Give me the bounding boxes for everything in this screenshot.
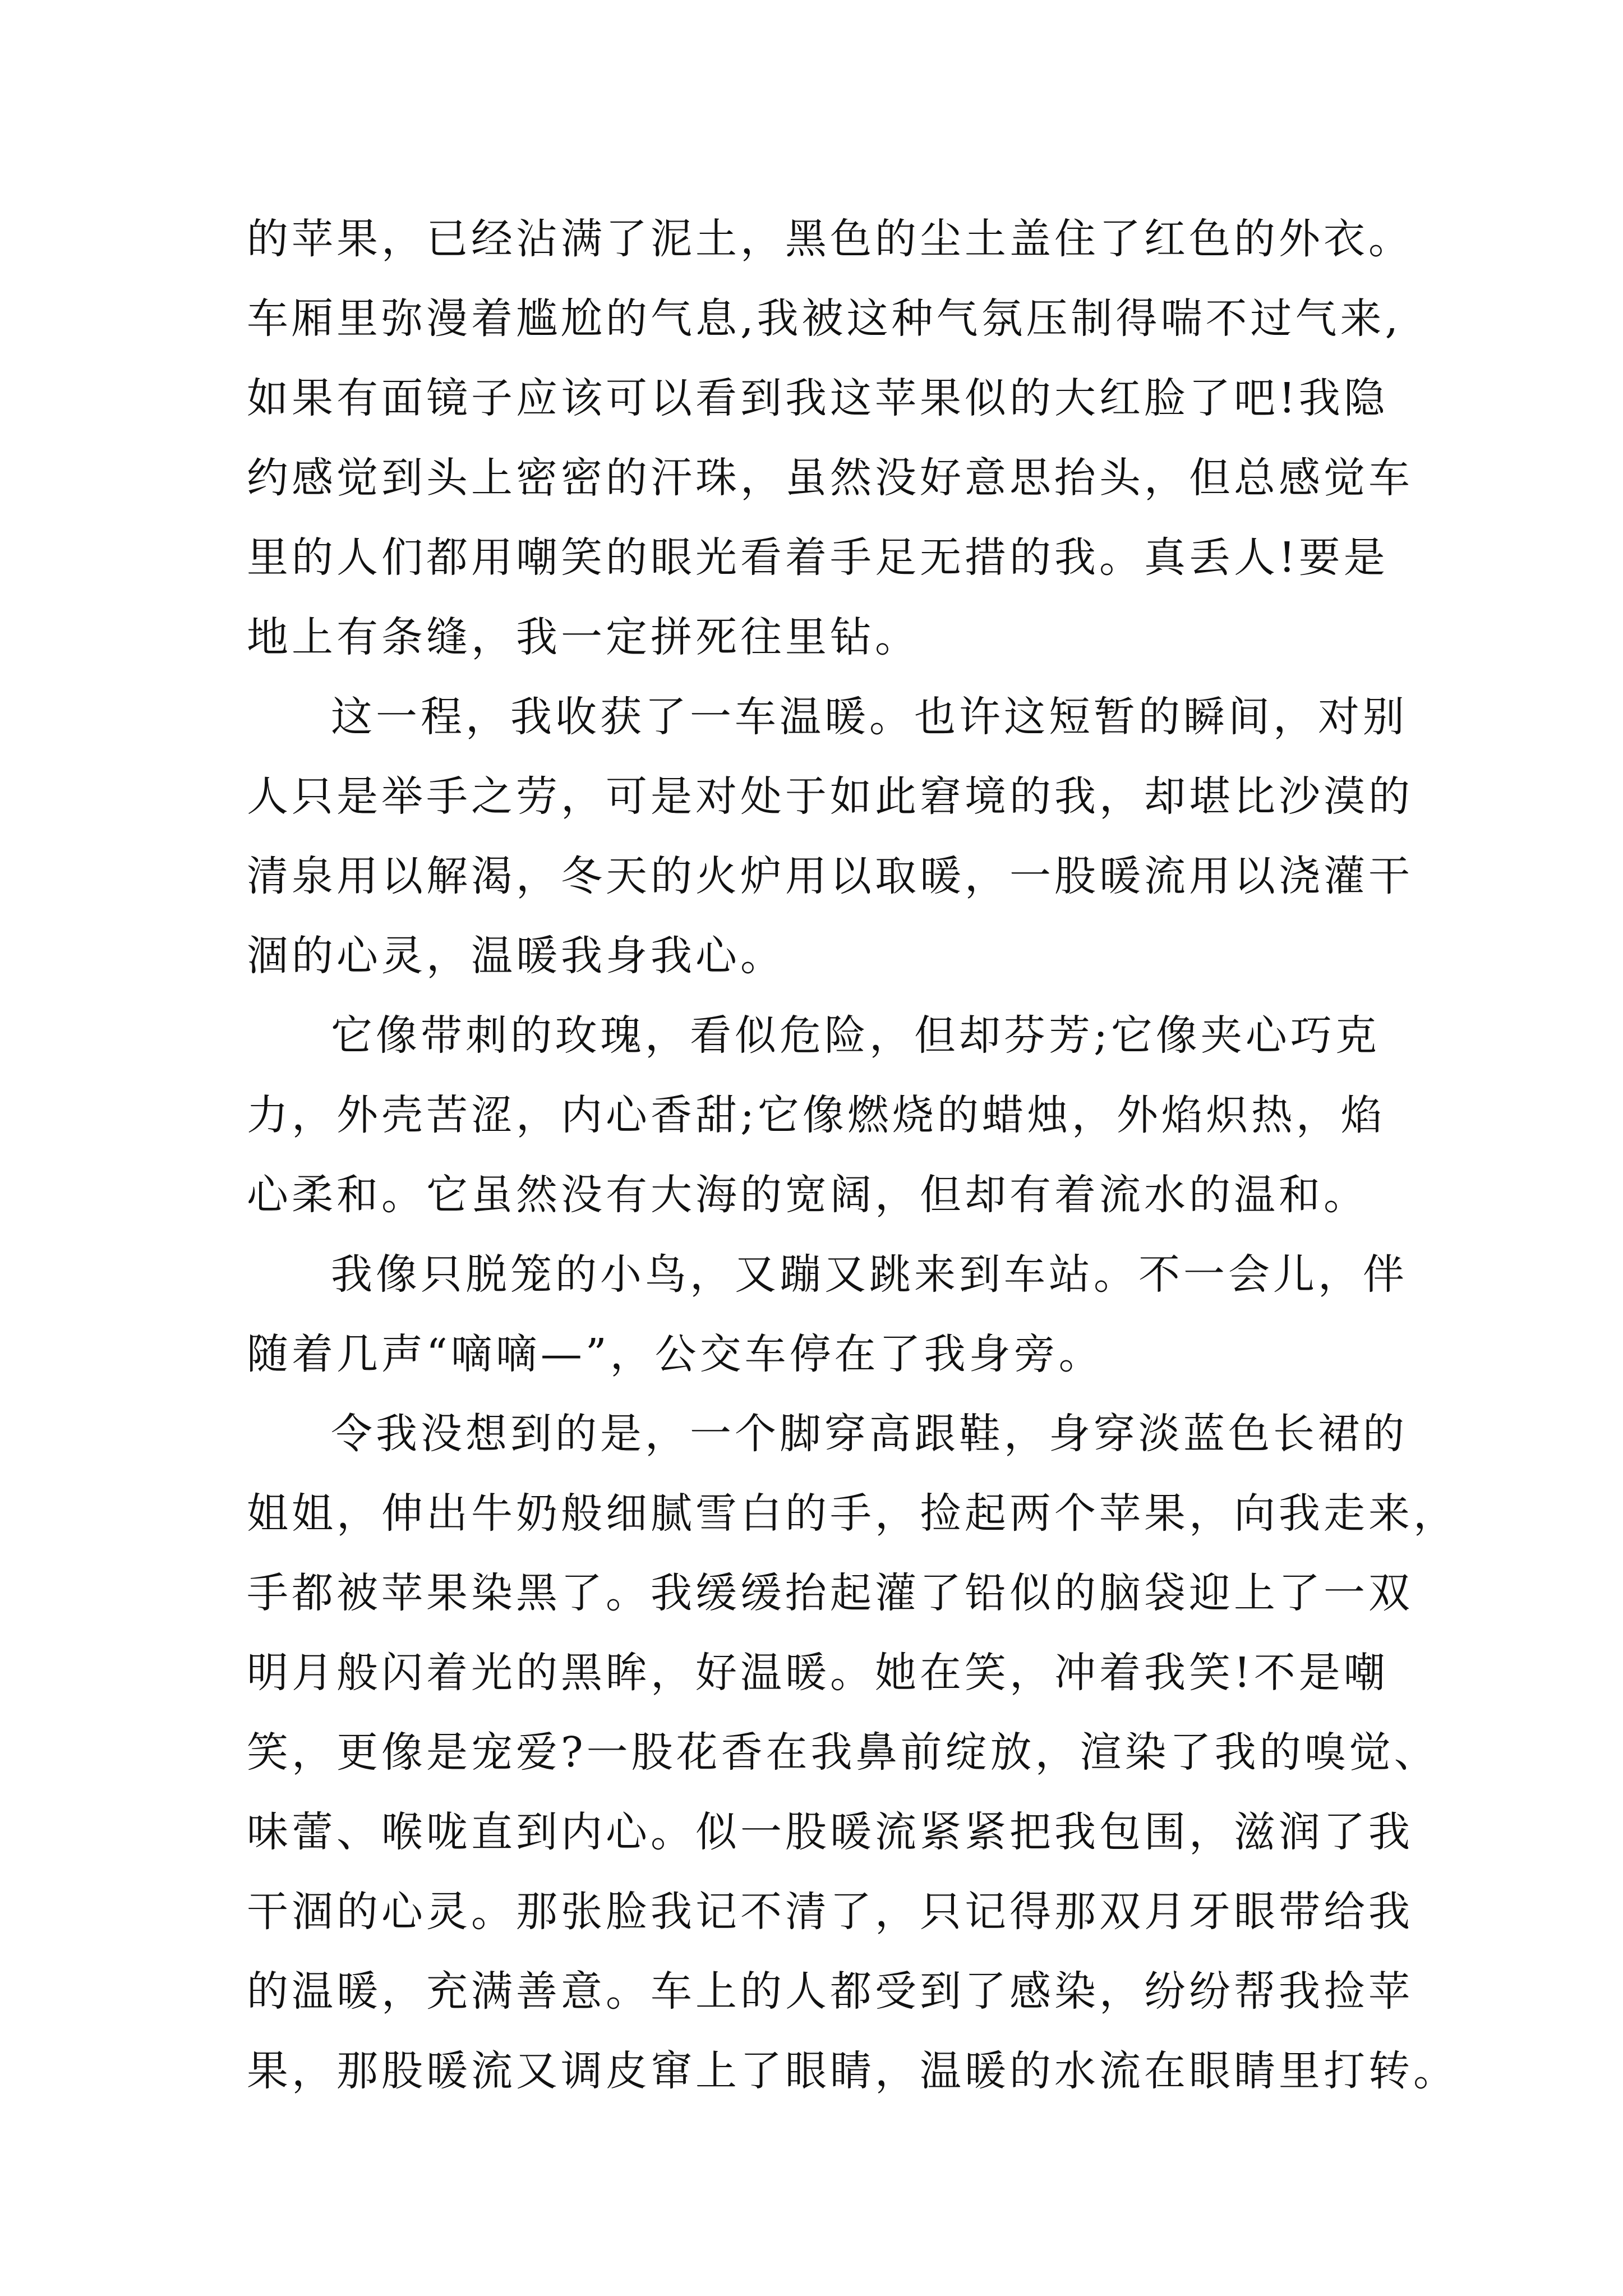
text-line: 的温暖，充满善意。车上的人都受到了感染，纷纷帮我捡苹 [247,1967,1413,2016]
text-line: 地上有条缝，我一定拼死往里钻。 [247,613,920,661]
text-line: 车厢里弥漫着尴尬的气息,我被这种气氛压制得喘不过气来, [247,295,1402,343]
text-line: 力，外壳苦涩，内心香甜;它像燃烧的蜡烛，外焰炽热，焰 [247,1091,1386,1139]
text-line: 里的人们都用嘲笑的眼光看着手足无措的我。真丢人!要是 [247,533,1389,582]
text-line: 人只是举手之劳，可是对处于如此窘境的我，却堪比沙漠的 [247,772,1413,821]
text-line: 约感觉到头上密密的汗珠，虽然没好意思抬头，但总感觉车 [247,454,1413,502]
text-line: 清泉用以解渴，冬天的火炉用以取暖，一股暖流用以浇灌干 [247,852,1413,900]
text-line: 涸的心灵，温暖我身我心。 [247,932,785,980]
text-line: 笑，更像是宠爱?一股花香在我鼻前绽放，渲染了我的嗅觉、 [247,1728,1439,1777]
text-line: 干涸的心灵。那张脸我记不清了，只记得那双月牙眼带给我 [247,1888,1413,1936]
text-line: 味蕾、喉咙直到内心。似一股暖流紧紧把我包围，滋润了我 [247,1808,1413,1856]
paragraph-first-line: 这一程，我收获了一车温暖。也许这短暂的瞬间，对别 [331,693,1408,741]
text-line: 手都被苹果染黑了。我缓缓抬起灌了铅似的脑袋迎上了一双 [247,1569,1413,1617]
text-line: 心柔和。它虽然没有大海的宽阔，但却有着流水的温和。 [247,1171,1368,1219]
text-line: 姐姐，伸出牛奶般细腻雪白的手，捡起两个苹果，向我走来， [247,1489,1458,1538]
text-line: 果，那股暖流又调皮窜上了眼睛，温暖的水流在眼睛里打转。 [247,2047,1458,2095]
text-line: 随着几声“嘀嘀—”，公交车停在了我身旁。 [247,1330,1104,1378]
paragraph-first-line: 我像只脱笼的小鸟，又蹦又跳来到车站。不一会儿，伴 [331,1250,1408,1299]
text-line: 的苹果，已经沾满了泥土，黑色的尘土盖住了红色的外衣。 [247,215,1413,263]
paragraph-first-line: 它像带刺的玫瑰，看似危险，但却芬芳;它像夹心巧克 [331,1011,1380,1060]
paragraph-first-line: 令我没想到的是，一个脚穿高跟鞋，身穿淡蓝色长裙的 [331,1410,1408,1458]
text-line: 明月般闪着光的黑眸，好温暖。她在笑，冲着我笑!不是嘲 [247,1649,1389,1697]
text-line: 如果有面镜子应该可以看到我这苹果似的大红脸了吧!我隐 [247,374,1389,422]
document-body [247,199,1458,2111]
